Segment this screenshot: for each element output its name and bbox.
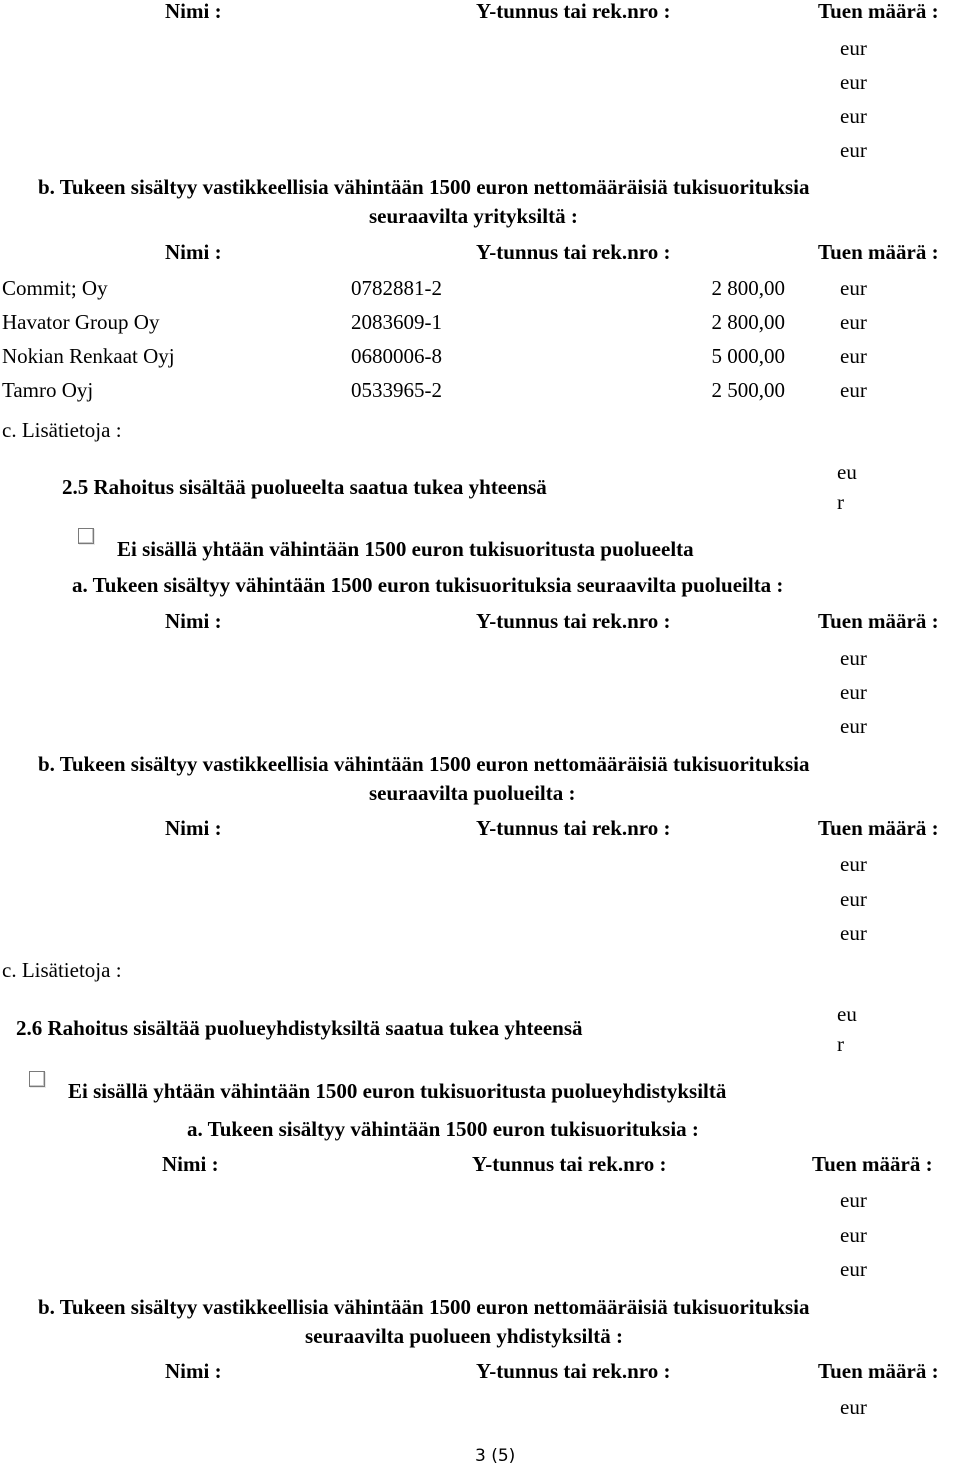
eur-unit: eur [840,36,867,60]
col-header-amount: Tuen määrä : [818,609,939,633]
col-header-ytunnus: Y-tunnus tai rek.nro : [476,240,671,264]
section-b-heading-cont: seuraavilta yrityksiltä : [369,204,578,228]
eur-unit: eur [840,921,867,945]
eur-unit-wrapped-bottom: r [837,1032,844,1056]
col-header-name: Nimi : [165,0,222,23]
eur-unit-wrapped-top: eu [837,1002,857,1026]
row-name: Havator Group Oy [2,310,160,334]
eur-unit: eur [840,70,867,94]
row-id: 0533965-2 [351,378,442,402]
eur-unit: eur [840,852,867,876]
checkbox-label: Ei sisällä yhtään vähintään 1500 euron tukisuoritusta puolueelta [117,537,694,561]
section-2-5-title: 2.5 Rahoitus sisältää puolueelta saatua tukea yhteensä [62,475,547,499]
eur-unit: eur [840,138,867,162]
eur-unit: eur [840,344,867,368]
section-2-6-title: 2.6 Rahoitus sisältää puolueyhdistyksiltä saatua tukea yhteensä [16,1016,583,1040]
eur-unit: eur [840,1223,867,1247]
section-a-heading: a. Tukeen sisältyy vähintään 1500 euron tukisuorituksia seuraavilta puolueilta : [72,573,784,597]
no-support-checkbox[interactable] [78,528,94,544]
section-b-heading-cont: seuraavilta puolueen yhdistyksiltä : [305,1324,623,1348]
col-header-amount: Tuen määrä : [818,0,939,23]
col-header-name: Nimi : [165,1359,222,1383]
row-name: Tamro Oyj [2,378,94,402]
eur-unit: eur [840,378,867,402]
eur-unit: eur [840,1257,867,1281]
checkbox-label: Ei sisällä yhtään vähintään 1500 euron tukisuoritusta puolueyhdistyksiltä [68,1079,727,1103]
row-id: 2083609-1 [351,310,442,334]
col-header-ytunnus: Y-tunnus tai rek.nro : [476,609,671,633]
eur-unit: eur [840,714,867,738]
col-header-amount: Tuen määrä : [818,1359,939,1383]
eur-unit: eur [840,887,867,911]
lisatietoja-label: c. Lisätietoja : [2,958,122,982]
eur-unit: eur [840,1395,867,1419]
section-b-heading: b. Tukeen sisältyy vastikkeellisia vähintään 1500 euron nettomääräisiä tukisuorituksia [38,175,810,199]
col-header-ytunnus: Y-tunnus tai rek.nro : [476,816,671,840]
row-amount: 5 000,00 [711,344,785,368]
section-b-heading: b. Tukeen sisältyy vastikkeellisia vähintään 1500 euron nettomääräisiä tukisuorituksia [38,752,810,776]
row-id: 0782881-2 [351,276,442,300]
col-header-amount: Tuen määrä : [818,240,939,264]
col-header-ytunnus: Y-tunnus tai rek.nro : [472,1152,667,1176]
col-header-name: Nimi : [162,1152,219,1176]
eur-unit: eur [840,680,867,704]
col-header-ytunnus: Y-tunnus tai rek.nro : [476,0,671,23]
row-amount: 2 800,00 [711,310,785,334]
lisatietoja-label: c. Lisätietoja : [2,418,122,442]
section-b-heading-cont: seuraavilta puolueilta : [369,781,576,805]
row-amount: 2 800,00 [711,276,785,300]
eur-unit: eur [840,276,867,300]
row-name: Nokian Renkaat Oyj [2,344,175,368]
eur-unit: eur [840,1188,867,1212]
col-header-amount: Tuen määrä : [812,1152,933,1176]
col-header-amount: Tuen määrä : [818,816,939,840]
section-a-heading: a. Tukeen sisältyy vähintään 1500 euron tukisuorituksia : [187,1117,699,1141]
col-header-ytunnus: Y-tunnus tai rek.nro : [476,1359,671,1383]
section-b-heading: b. Tukeen sisältyy vastikkeellisia vähintään 1500 euron nettomääräisiä tukisuorituksia [38,1295,810,1319]
row-amount: 2 500,00 [711,378,785,402]
no-support-checkbox[interactable] [29,1071,45,1087]
eur-unit: eur [840,104,867,128]
col-header-name: Nimi : [165,240,222,264]
row-name: Commit; Oy [2,276,108,300]
col-header-name: Nimi : [165,609,222,633]
col-header-name: Nimi : [165,816,222,840]
eur-unit: eur [840,646,867,670]
page-number: 3 (5) [475,1446,516,1466]
eur-unit: eur [840,310,867,334]
row-id: 0680006-8 [351,344,442,368]
eur-unit-wrapped-bottom: r [837,490,844,514]
eur-unit-wrapped-top: eu [837,460,857,484]
